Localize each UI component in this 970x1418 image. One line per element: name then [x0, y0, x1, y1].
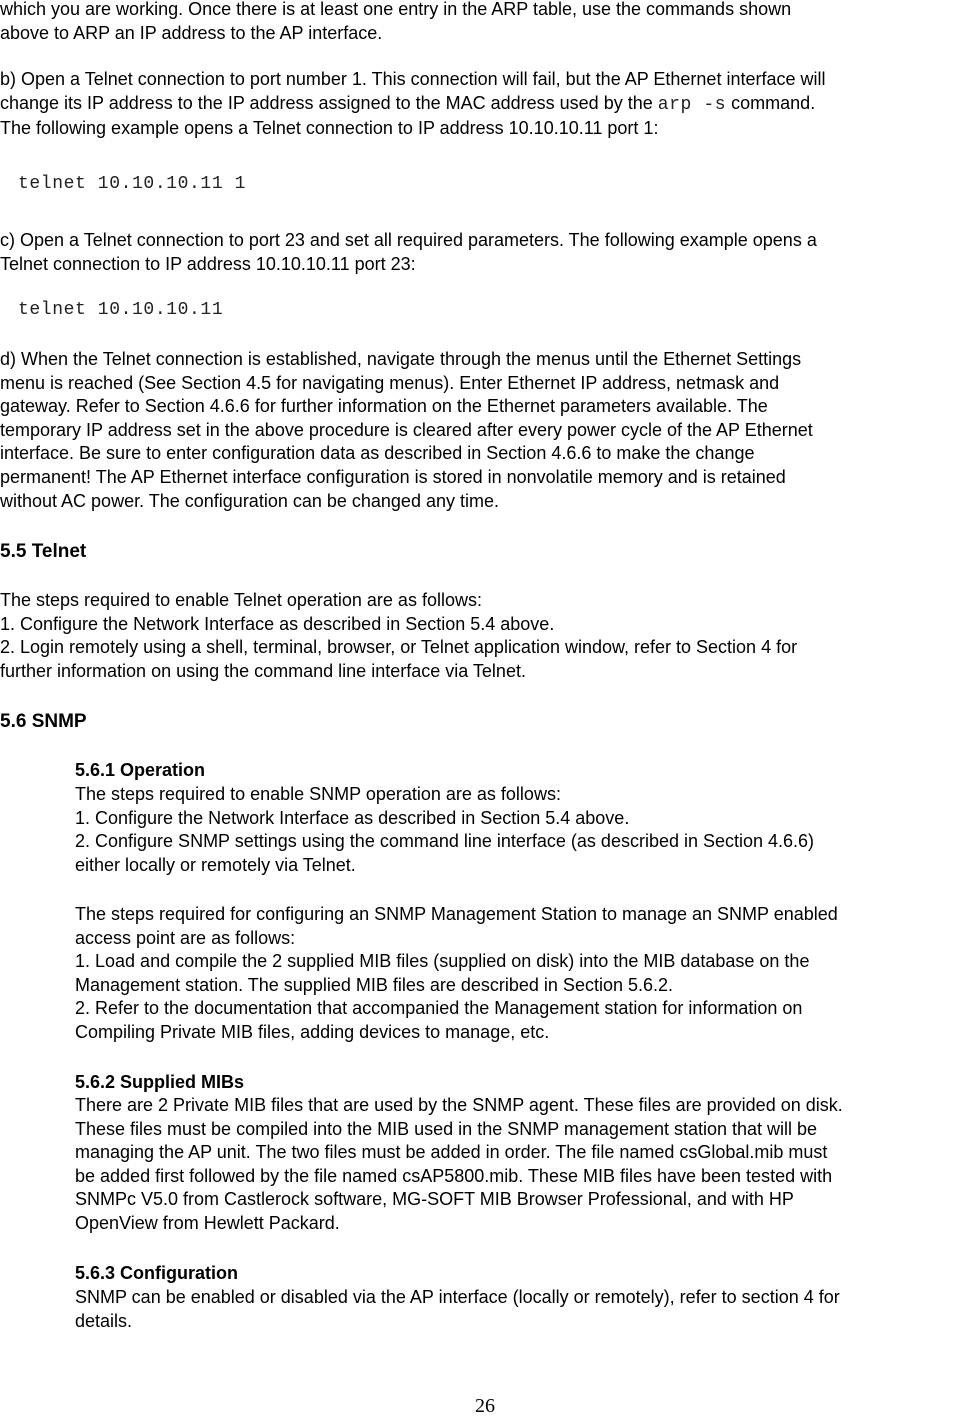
supplied-mibs-paragraph: There are 2 Private MIB files that are used by the SNMP agent. These files are provided on disk. These files must be compiled into the MIB used in the SNMP management station that will be managing the AP unit. The two files must be added in order. The file named csGlobal.mib must be added first followed by the file named csAP5800.mib. These MIB files have been tested with SNMPc V5.0 from Castlerock software, MG-SOFT MIB Browser Professional, and with HP OpenView from Hewlett Packard.	[75, 1095, 843, 1233]
intro-paragraph: which you are working. Once there is at least one entry in the ARP table, use the commands shown above to ARP an IP address to the AP interface.	[0, 0, 792, 43]
snmp-management-steps: The steps required for configuring an SNMP Management Station to manage an SNMP enabled access point are as follows: 1. Load and compile the 2 supplied MIB files (supplied on disk) into the MIB database on the Management station. The supplied MIB files are described in Section 5.6.2. 2. Refer to the documentation that accompanied the Management station for information on Compiling Private MIB files, adding devices to manage, etc.	[75, 904, 838, 1042]
configuration-paragraph: SNMP can be enabled or disabled via the AP interface (locally or remotely), refer to section 4 for details.	[75, 1287, 840, 1331]
step-d-paragraph: d) When the Telnet connection is established, navigate through the menus until the Ethernet Settings menu is reached (See Section 4.5 for navigating menus). Enter Ethernet IP address, netmask and gateway. Refer to Section 4.6.6 for further information on the Ethernet parameters available. The temporary IP address set in the above procedure is cleared after every power cycle of the AP Ethernet interface. Be sure to enter configuration data as described in Section 4.6.6 to make the change permanent! The AP Ethernet interface configuration is stored in nonvolatile memory and is retained without AC power. The configuration can be changed any time.	[0, 349, 813, 511]
heading-5-6-1-operation: 5.6.1 Operation	[75, 760, 206, 780]
heading-5-6-3-configuration: 5.6.3 Configuration	[75, 1263, 239, 1283]
step-c-paragraph: c) Open a Telnet connection to port 23 and set all required parameters. The following example opens a Telnet connection to IP address 10.10.10.11 port 23:	[0, 230, 817, 274]
arp-command-inline: arp -s	[657, 94, 727, 115]
step-b-paragraph: b) Open a Telnet connection to port number 1. This connection will fail, but the AP Ethernet interface will change its IP address to the IP address assigned to the MAC address used by the arp -s command. The following example opens a Telnet connection to IP address 10.10.10.11 port 1:	[0, 69, 826, 139]
telnet-steps: The steps required to enable Telnet operation are as follows: 1. Configure the Network Interface as described in Section 5.4 above. 2. Login remotely using a shell, terminal, browser, or Telnet application window, refer to Section 4 for further information on using the command line interface via Telnet.	[0, 590, 798, 681]
heading-5-6-2-supplied-mibs: 5.6.2 Supplied MIBs	[75, 1072, 245, 1092]
page-number: 26	[475, 1395, 495, 1417]
snmp-operation-steps: The steps required to enable SNMP operation are as follows: 1. Configure the Network Interface as described in Section 5.4 above. 2. Configure SNMP settings using the command line interface (as described in Section 4.6.6) either locally or remotely via Telnet.	[75, 784, 815, 875]
code-telnet-port-1: telnet 10.10.10.11 1	[18, 174, 247, 194]
heading-5-6-snmp: 5.6 SNMP	[0, 711, 87, 732]
code-telnet-port-23: telnet 10.10.10.11	[18, 300, 224, 320]
heading-5-5-telnet: 5.5 Telnet	[0, 541, 87, 562]
